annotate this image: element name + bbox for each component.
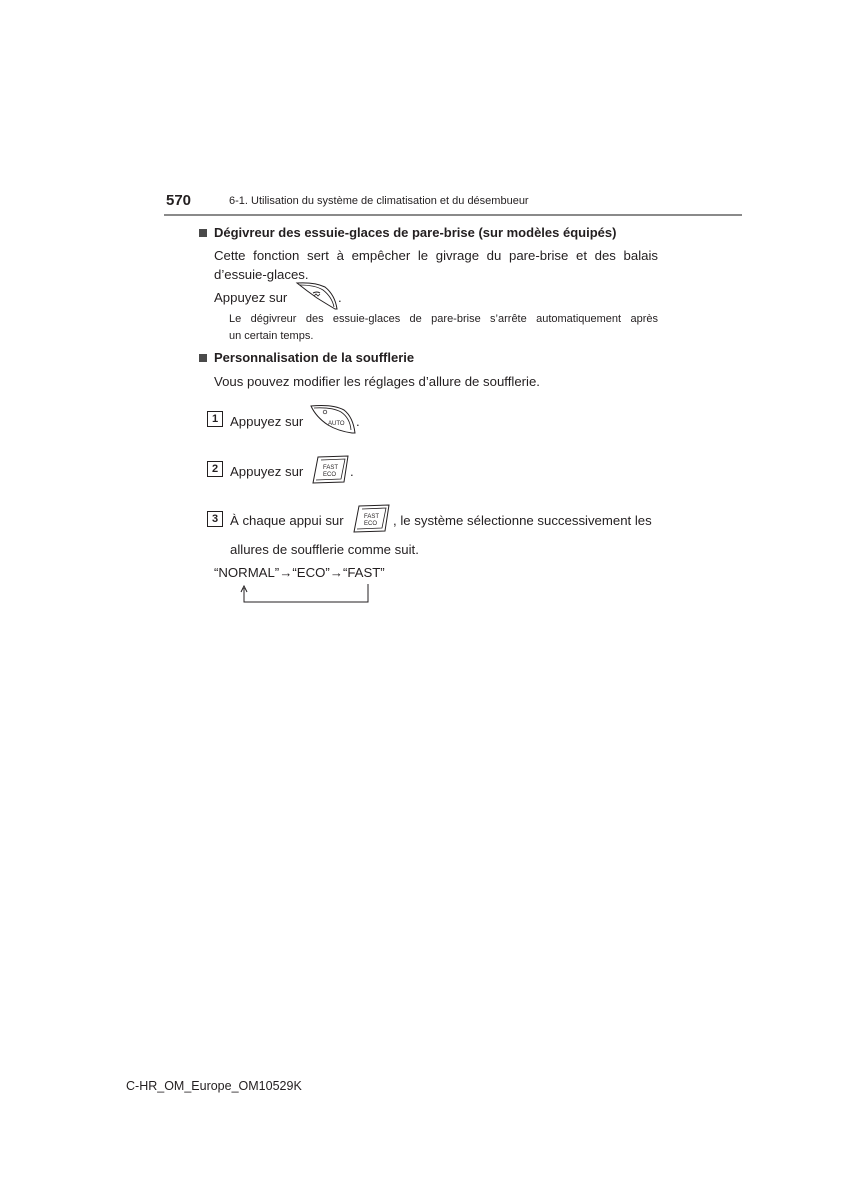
press-end: . — [338, 290, 342, 305]
step-text: Appuyez sur — [230, 414, 304, 429]
blower-cycle-sequence: “NORMAL”→“ECO”→“FAST” — [214, 565, 385, 580]
step-text-continued: allures de soufflerie comme suit. — [230, 542, 419, 557]
eco-label: ECO — [323, 472, 337, 478]
document-code: C-HR_OM_Europe_OM10529K — [126, 1079, 302, 1093]
auto-button-icon — [308, 403, 358, 435]
auto-icon-label: AUTO — [328, 421, 345, 427]
fast-eco-button-icon — [351, 503, 393, 535]
fast-label: FAST — [323, 465, 339, 471]
section-heading-blower: Personnalisation de la soufflerie — [214, 350, 415, 365]
step-end: . — [356, 414, 360, 429]
paragraph-line: Cette fonction sert à empêcher le givrage du pare-brise et des balais — [214, 248, 658, 263]
step-number: 1 — [207, 411, 223, 427]
paragraph-line: d’essuie-glaces. — [214, 267, 309, 282]
fast-eco-button-icon — [310, 454, 352, 486]
press-instruction — [214, 288, 287, 307]
eco-label: ECO — [364, 521, 378, 527]
note-line: un certain temps. — [229, 330, 314, 342]
note-line: Le dégivreur des essuie-glaces de pare-brise s’arrête automatiquement après — [229, 313, 658, 325]
section-intro: Vous pouvez modifier les réglages d’allure de soufflerie. — [214, 374, 540, 389]
bullet-square-icon — [199, 354, 207, 362]
chapter-title: 6-1. Utilisation du système de climatisation et du désembueur — [229, 195, 529, 207]
page-number: 570 — [166, 192, 192, 209]
header-divider — [164, 214, 742, 216]
step-end: . — [350, 464, 354, 479]
step-number: 2 — [207, 461, 223, 477]
step-text: Appuyez sur — [230, 464, 304, 479]
press-text: Appuyez sur — [214, 290, 288, 305]
step-text: À chaque appui sur — [230, 513, 344, 528]
bullet-square-icon — [199, 229, 207, 237]
cycle-return-arrow-icon — [238, 582, 372, 606]
step-end: , le système sélectionne successivement les — [393, 513, 652, 528]
fast-label: FAST — [364, 514, 380, 520]
section-heading-wiper-deicer: Dégivreur des essuie-glaces de pare-brise (sur modèles équipés) — [214, 225, 617, 240]
wiper-deicer-button-icon — [295, 281, 339, 311]
step-number: 3 — [207, 511, 223, 527]
